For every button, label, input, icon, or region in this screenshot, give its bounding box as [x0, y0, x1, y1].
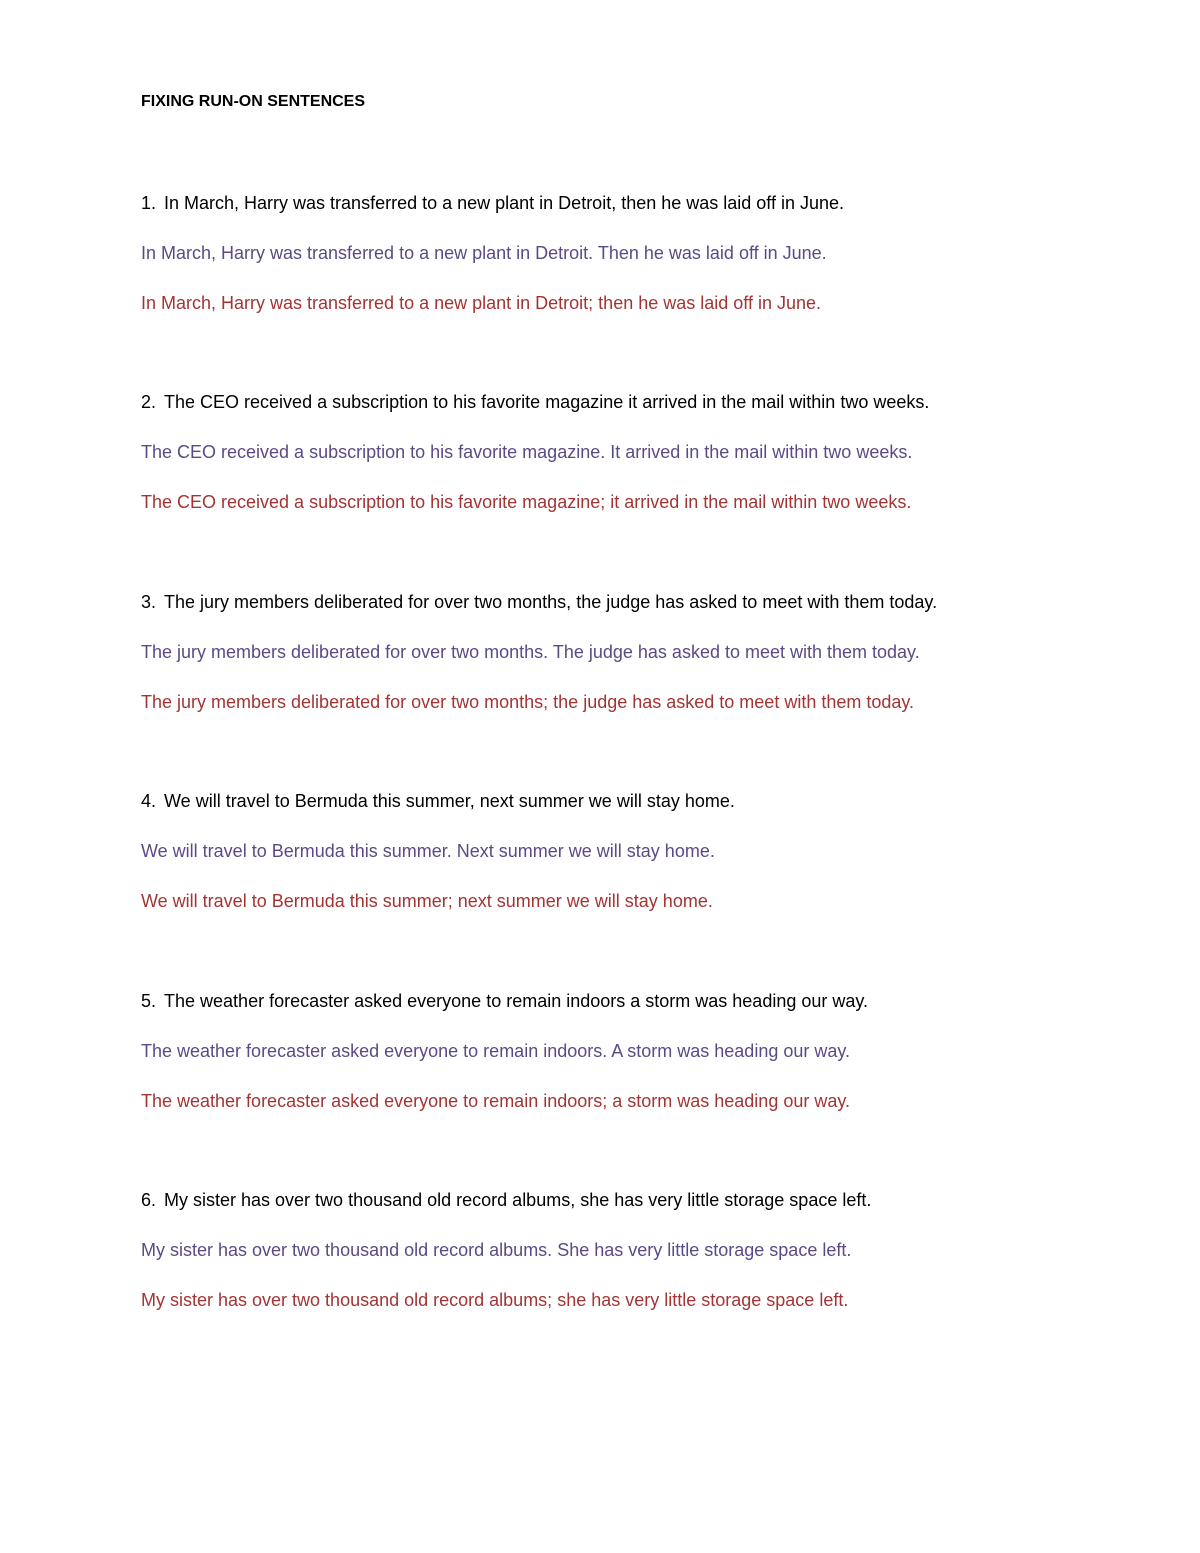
- period-fix-sentence: My sister has over two thousand old record albums. She has very little storage space left.: [141, 1240, 852, 1260]
- item-number: 1.: [141, 193, 157, 213]
- item-number: 6.: [141, 1190, 157, 1210]
- semicolon-fix-sentence: We will travel to Bermuda this summer; next summer we will stay home.: [141, 891, 713, 911]
- item-number: 2.: [141, 392, 157, 412]
- semicolon-fix-sentence: My sister has over two thousand old record albums; she has very little storage space left.: [141, 1290, 849, 1310]
- semicolon-fix-sentence: The jury members deliberated for over two months; the judge has asked to meet with them today.: [141, 692, 915, 712]
- original-sentence: [141, 1187, 871, 1213]
- original-sentence: [141, 190, 844, 216]
- period-fix-sentence: In March, Harry was transferred to a new plant in Detroit. Then he was laid off in June.: [141, 243, 827, 263]
- original-text: We will travel to Bermuda this summer, next summer we will stay home.: [164, 791, 735, 811]
- semicolon-fix-sentence: The CEO received a subscription to his favorite magazine; it arrived in the mail within two weeks.: [141, 492, 912, 512]
- item-number: 3.: [141, 592, 157, 612]
- item-number: 4.: [141, 791, 157, 811]
- document-title: FIXING RUN-ON SENTENCES: [141, 93, 366, 110]
- original-text: The weather forecaster asked everyone to remain indoors a storm was heading our way.: [164, 991, 869, 1011]
- original-text: My sister has over two thousand old record albums, she has very little storage space left.: [164, 1190, 872, 1210]
- original-sentence: [141, 389, 929, 415]
- original-text: The CEO received a subscription to his favorite magazine it arrived in the mail within two weeks.: [164, 392, 930, 412]
- period-fix-sentence: The weather forecaster asked everyone to remain indoors. A storm was heading our way.: [141, 1041, 851, 1061]
- period-fix-sentence: The jury members deliberated for over two months. The judge has asked to meet with them today.: [141, 642, 920, 662]
- period-fix-sentence: The CEO received a subscription to his favorite magazine. It arrived in the mail within two weeks.: [141, 442, 913, 462]
- original-sentence: [141, 788, 735, 814]
- period-fix-sentence: We will travel to Bermuda this summer. Next summer we will stay home.: [141, 841, 715, 861]
- original-text: In March, Harry was transferred to a new plant in Detroit, then he was laid off in June.: [164, 193, 845, 213]
- original-sentence: [141, 988, 868, 1014]
- item-number: 5.: [141, 991, 157, 1011]
- semicolon-fix-sentence: The weather forecaster asked everyone to remain indoors; a storm was heading our way.: [141, 1091, 851, 1111]
- semicolon-fix-sentence: In March, Harry was transferred to a new plant in Detroit; then he was laid off in June.: [141, 293, 822, 313]
- original-sentence: [141, 589, 937, 615]
- original-text: The jury members deliberated for over two months, the judge has asked to meet with them today.: [164, 592, 938, 612]
